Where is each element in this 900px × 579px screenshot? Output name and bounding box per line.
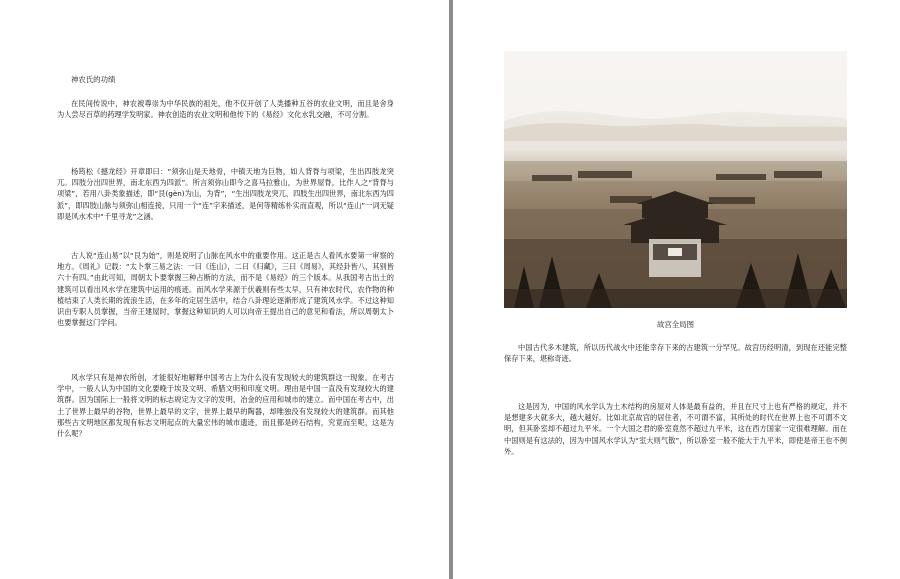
photo-caption: 故宫全局图 [657, 320, 694, 329]
paragraph-1: 在民间传说中，神农被尊崇为中华民族的祖先，他不仅开创了人类播种五谷的农业文明，而且是舍身为人尝尽百草的药理学发明家。神农创造的农业文明和他传下的《易经》文化水乳交融，不可分割。 [57, 99, 394, 120]
paragraph-2: 杨筠松《撼龙经》开章即曰：“须弥山是天地骨，中镇天地为巨物，如人背脊与项梁，生出四肢龙突兀。四肢分出四世界，南北东西为四派”。所言须弥山即今之喜马拉雅山，为世界屋脊，比作人之“背脊与项梁”，若用八卦类象描述，即“艮(gèn)为山，为背”，“生出四肢龙突兀，四肢生出四世界，南北东西为四派”，即四肢山脉与须弥山相连接，只用一个“连”字来描述，是何等精练朴实而直观，所以“连山”一词无疑即是风水术中“千里寻龙”之涵。 [57, 167, 394, 221]
forbidden-city-photo [504, 51, 847, 308]
paragraph-6: 这是因为，中国的风水学认为土木结构的房屋对人体是最有益的，并且在尺寸上也有严格的规定，并不是想建多大就多大，越大越好。比如北京故宫的居住者，不可谓不富，其所处的时代在世界上也不可谓不文明，但其卧室却不超过九平米。一个大国之君的卧室竟然不超过九平米，这在西方国家一定很难理解。而在中国则是有这法的，因为中国风水学认为“室大则气散”，所以卧室一般不能大于九平米，即使是帝王也不例外。 [504, 402, 847, 456]
forbidden-city-photo-illustration [504, 51, 847, 308]
section-title: 神农氏的功绩 [71, 75, 116, 84]
paragraph-5: 中国古代多木建筑，所以历代战火中还能幸存下来的古建筑一分罕见。故宫历经明清，到现在还能完整保存下来，堪称奇迹。 [504, 343, 847, 364]
paragraph-4: 风水学只有是神农所创，才能很好地解释中国考古上为什么没有发现较大的建筑群这一现象。在考古学中，一般人认为中国的文化要晚于埃及文明、希腊文明和印度文明。理由是中国一直没有发现较大的建筑群。因为国际上一般将文明的标志规定为文字的发明、冶金的应用和城市的建立。而中国在考古中，出土了世界上最早的谷物，世界上最早的文字，世界上最早的陶器，却唯独没有发现较大的建筑群。而其他那些古文明地区都发现有标志文明起点的大量宏伟的城市遗迹，而且都是砖石结构，究竟而至呢，这是为什么呢？ [57, 373, 394, 439]
paragraph-3: 古人说“连山易”以“艮为始”，则是说明了山脉在风水中的重要作用。这正是古人看风水要第一审察的地方。《周礼》记载：“太卜掌三易之法：一曰《连山》，二曰《归藏》，三曰《周易》，其经卦皆八，其别皆六十有四。”由此可知，周朝太卜要掌握三种占断的方法，而不是《易经》的三个版本。从我国考古出土的建筑可以看出风水学在建筑中运用的痕迹。而风水学来源于伏羲则有些太早，只有神农时代，农作物的种植结束了人类长期的流浪生活，在多年的定居生活中，结合八卦理论逐渐形成了建筑风水学。不过这种知识由专职人员掌握，当帝王建屋时，掌握这种知识的人可以向帝王提出自己的意见和看法，所以周朝太卜也要掌握这门学问。 [57, 251, 394, 328]
